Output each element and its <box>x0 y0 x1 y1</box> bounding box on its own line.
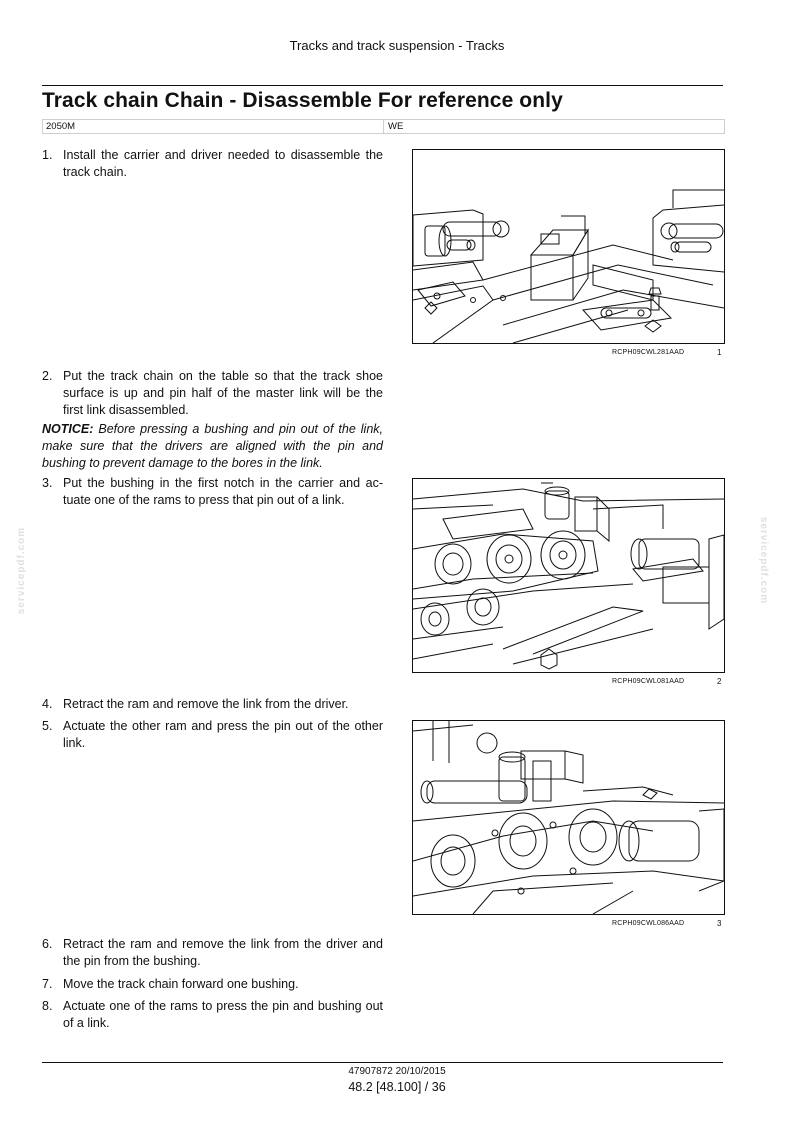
page-title: Track chain Chain - Disassemble For reference only <box>42 89 563 112</box>
running-header: Tracks and track suspension - Tracks <box>289 38 505 53</box>
watermark-right: servicepdf.com <box>758 516 770 605</box>
header-rule <box>42 85 723 86</box>
step-7 <box>42 976 383 993</box>
step-number: 1. <box>42 148 53 162</box>
step-3 <box>42 475 383 509</box>
figure-2-number: 2 <box>717 677 722 686</box>
footer-rule <box>42 1062 723 1063</box>
figure-1-caption: RCPH09CWL281AAD <box>612 349 685 356</box>
figure-2-illustration <box>412 478 725 673</box>
watermark-left: servicepdf.com <box>16 526 28 615</box>
figure-1-illustration <box>412 149 725 344</box>
notice-label: NOTICE: <box>42 422 94 436</box>
step-6 <box>42 936 383 970</box>
step-number: 2. <box>42 369 53 383</box>
step-number: 4. <box>42 697 53 711</box>
step-text: Put the track chain on the table so that the track shoe surface is up and pin half of the master link will be the first link disassembled. <box>63 369 383 417</box>
step-number: 5. <box>42 719 53 733</box>
step-text: Actuate one of the rams to press the pin and bushing out of a link. <box>63 999 383 1030</box>
notice-paragraph <box>42 421 383 472</box>
step-2 <box>42 368 383 419</box>
document-reference: 47907872 20/10/2015 <box>348 1066 446 1077</box>
step-number: 6. <box>42 937 53 951</box>
notice-text: Before pressing a bushing and pin out of the link, make sure that the drivers are aligned with the pin and bushing to prevent damage to the bores in the link. <box>42 422 383 470</box>
step-number: 3. <box>42 476 53 490</box>
step-text: Actuate the other ram and press the pin out of the other link. <box>63 719 383 750</box>
step-text: Retract the ram and remove the link from the driver and the pin from the bushing. <box>63 937 383 968</box>
step-number: 7. <box>42 977 53 991</box>
figure-3-caption: RCPH09CWL086AAD <box>612 920 685 927</box>
applicability-bar <box>42 119 725 134</box>
step-text: Put the bushing in the first notch in the carrier and ac-tuate one of the rams to press that pin out of a link. <box>63 476 383 507</box>
page-number: 48.2 [48.100] / 36 <box>348 1080 446 1094</box>
step-text: Move the track chain forward one bushing. <box>63 977 299 991</box>
step-8 <box>42 998 383 1032</box>
model-code: 2050M <box>46 121 76 132</box>
figure-2-caption: RCPH09CWL081AAD <box>612 678 685 685</box>
step-1 <box>42 147 383 181</box>
figure-1-number: 1 <box>717 348 722 357</box>
step-text: Retract the ram and remove the link from the driver. <box>63 697 349 711</box>
step-number: 8. <box>42 999 53 1013</box>
step-4 <box>42 696 383 713</box>
step-text: Install the carrier and driver needed to disassemble the track chain. <box>63 148 383 179</box>
applicability-divider <box>383 120 384 133</box>
step-5 <box>42 718 383 752</box>
region-code: WE <box>388 121 404 132</box>
figure-3-number: 3 <box>717 919 722 928</box>
figure-3-illustration <box>412 720 725 915</box>
